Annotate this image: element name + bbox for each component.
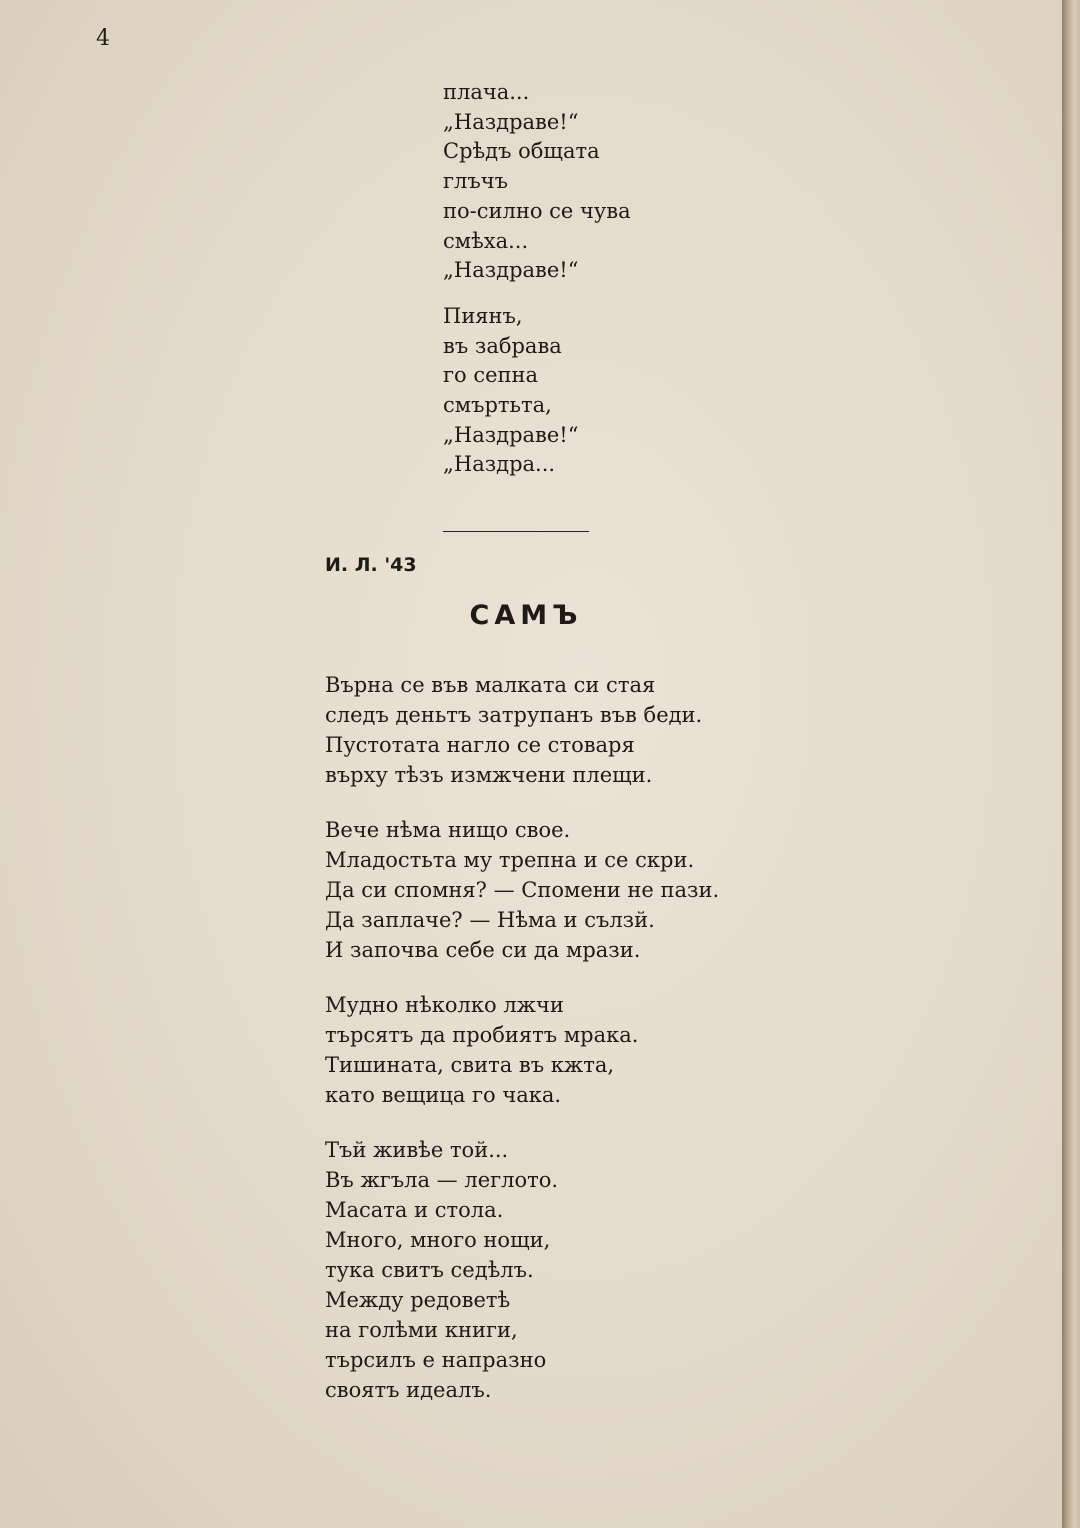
stanza bbox=[325, 1135, 719, 1405]
poem-line: търсилъ е напразно bbox=[325, 1348, 547, 1372]
poem-line: Пиянъ, bbox=[443, 303, 523, 328]
first-poem-ending bbox=[443, 78, 631, 480]
poem-line: Срѣдъ общата bbox=[443, 139, 600, 164]
poem-line: своятъ идеалъ. bbox=[325, 1378, 492, 1402]
poem-line: въ забрава bbox=[443, 333, 562, 358]
poem-line: Пустотата нагло се стоваря bbox=[325, 733, 635, 757]
poem-line: „Наздраве!“ bbox=[443, 109, 579, 134]
poem-line: Да си спомня? — Спомени не пази. bbox=[325, 878, 720, 902]
poem-line: търсятъ да пробиятъ мрака. bbox=[325, 1023, 639, 1047]
poem-line: Между редоветѣ bbox=[325, 1288, 511, 1312]
poem-line: Да заплаче? — Нѣма и сълзй. bbox=[325, 908, 655, 932]
poem-body bbox=[325, 670, 719, 1405]
stanza bbox=[443, 302, 631, 480]
author-signature: И. Л. '43 bbox=[325, 554, 417, 576]
poem-line: Масата и стола. bbox=[325, 1198, 504, 1222]
poem-line: като вещица го чака. bbox=[325, 1083, 562, 1107]
poem-line: тука свитъ седѣлъ. bbox=[325, 1258, 534, 1282]
poem-line: смъртьта, bbox=[443, 393, 552, 418]
poem-line: на голѣми книги, bbox=[325, 1318, 518, 1342]
poem-line: го сепна bbox=[443, 363, 539, 388]
page-edge bbox=[1062, 0, 1080, 1528]
stanza bbox=[325, 670, 719, 790]
poem-line: „Наздра... bbox=[443, 452, 556, 477]
poem-line: „Наздраве!“ bbox=[443, 258, 579, 283]
stanza bbox=[325, 815, 719, 965]
poem-line: Вече нѣма нищо свое. bbox=[325, 818, 571, 842]
section-divider bbox=[443, 531, 589, 532]
poem-line: Тъй живѣе той... bbox=[325, 1138, 509, 1162]
poem-title: САМЪ bbox=[469, 600, 583, 631]
poem-line: Мудно нѣколко лжчи bbox=[325, 993, 564, 1017]
poem-line: върху тѣзъ измжчени плещи. bbox=[325, 763, 653, 787]
poem-line: Върна се във малката си стая bbox=[325, 673, 656, 697]
poem-line: Много, много нощи, bbox=[325, 1228, 551, 1252]
poem-line: Въ жгъла — леглото. bbox=[325, 1168, 559, 1192]
stanza bbox=[325, 990, 719, 1110]
poem-line: следъ деньтъ затрупанъ във беди. bbox=[325, 703, 703, 727]
poem-line: смѣха... bbox=[443, 228, 529, 253]
poem-line: плача... bbox=[443, 80, 530, 104]
poem-line: И започва себе си да мрази. bbox=[325, 938, 641, 962]
poem-line: „Наздраве!“ bbox=[443, 422, 579, 447]
poem-line: Младостьта му трепна и се скри. bbox=[325, 848, 695, 872]
stanza bbox=[443, 78, 631, 286]
poem-line: глъчъ bbox=[443, 169, 508, 194]
page-number: 4 bbox=[96, 26, 110, 51]
poem-line: Тишината, свита въ кжта, bbox=[325, 1053, 615, 1077]
poem-line: по-силно се чува bbox=[443, 198, 631, 223]
